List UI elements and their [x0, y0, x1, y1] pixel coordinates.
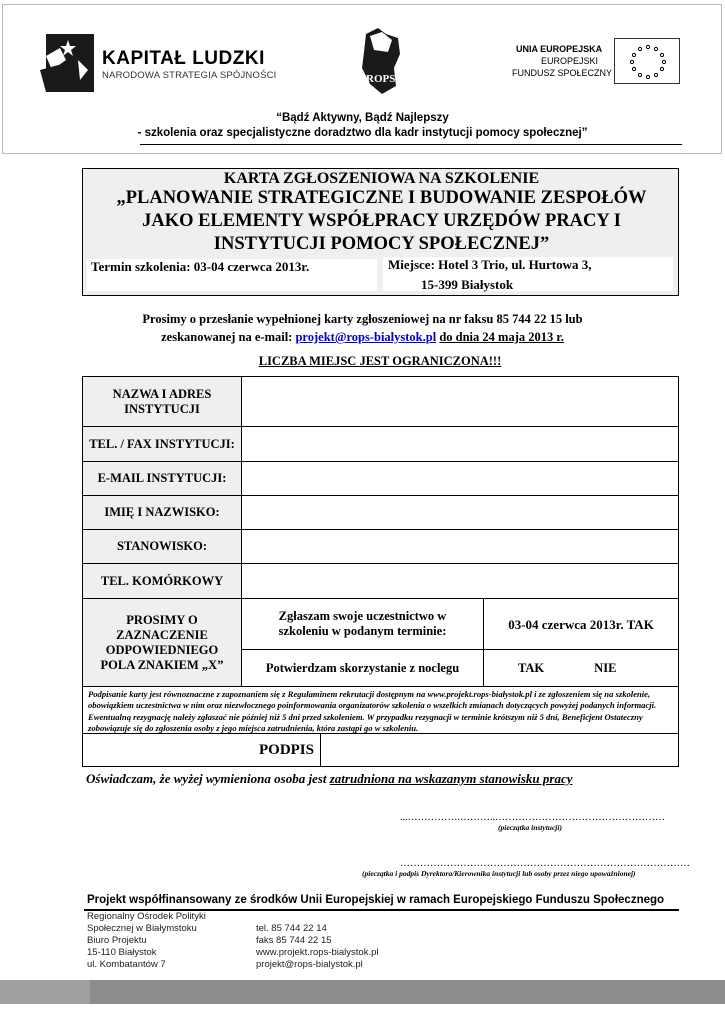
footer-phone: tel. 85 744 22 14 [256, 923, 327, 934]
institution-phone-field[interactable] [241, 426, 679, 462]
info-line-2: zeskanowanej na e-mail: projekt@rops-bialystok.pl do dnia 24 maja 2013 r. [161, 330, 564, 344]
training-title-2: JAKO ELEMENTY WSPÓŁPRACY URZĘDÓW PRACY I [142, 211, 621, 231]
accommodation-no-checkbox[interactable]: NIE [594, 660, 617, 675]
accommodation-yes-checkbox[interactable]: TAK [518, 660, 545, 675]
ue-label-3: FUNDUSZ SPOŁECZNY [512, 68, 613, 78]
training-place-city: 15-399 Białystok [421, 277, 514, 292]
director-signature-line[interactable]: …………………………………………………………………………… [400, 858, 690, 869]
deadline: do dnia 24 maja 2013 r. [439, 330, 564, 344]
footer-address-2: Społecznej w Białymstoku [87, 923, 197, 934]
kapital-ludzki-title: KAPITAŁ LUDZKI [102, 48, 265, 69]
footer-email[interactable]: projekt@rops-bialystok.pl [256, 959, 363, 970]
footer-website[interactable]: www.projekt.rops-bialystok.pl [256, 947, 379, 958]
label-institution-phone: TEL. / FAX INSTYTUCJI: [82, 426, 242, 462]
label-mobile: TEL. KOMÓRKOWY [82, 563, 242, 599]
footer-fax: faks 85 744 22 15 [256, 935, 332, 946]
footer-address-3: Biuro Projektu [87, 935, 147, 946]
footer-bar [0, 980, 725, 1004]
form-title: KARTA ZGŁOSZENIOWA NA SZKOLENIE [223, 170, 540, 187]
label-mark-x: PROSIMY O ZAZNACZENIE ODPOWIEDNIEGO POLA ZNAKIEM „X” [82, 598, 242, 687]
label-signature: PODPIS [82, 733, 321, 767]
rops-logo-text: ROPS [366, 73, 396, 85]
institution-stamp-caption: (pieczątka instytucji) [498, 823, 562, 832]
footer-title: Projekt współfinansowany ze środków Unii Europejskiej w ramach Europejskiego Funduszu Społecznego [87, 894, 665, 906]
employment-statement: Oświadczam, że wyżej wymieniona osoba jest zatrudniona na wskazanym stanowisku pracy [86, 771, 573, 786]
position-field[interactable] [241, 529, 679, 564]
info-line-1: Prosimy o przesłanie wypełnionej karty zgłoszeniowej na nr faksu 85 744 22 15 lub [142, 312, 583, 326]
registration-form [82, 376, 679, 767]
institution-name-field[interactable] [241, 376, 679, 427]
rops-logo [352, 24, 408, 98]
label-institution-email: E-MAIL INSTYTUCJI: [82, 461, 242, 496]
label-accommodation: Potwierdzam skorzystanie z noclegu [241, 649, 484, 687]
footer-bar-accent [0, 980, 90, 1004]
participation-yes-checkbox[interactable]: 03-04 czerwca 2013r. TAK [483, 598, 679, 650]
ue-label-1: UNIA EUROPEJSKA [516, 44, 603, 54]
title-box [82, 168, 679, 296]
footer-address-5: ul. Kombatantów 7 [87, 959, 166, 970]
footer-address-4: 15-110 Białystok [87, 947, 157, 958]
slogan-line-1: “Bądź Aktywny, Bądź Najlepszy [276, 112, 449, 124]
training-place: Miejsce: Hotel 3 Trio, ul. Hurtowa 3, [388, 257, 592, 272]
eu-flag-icon [614, 38, 680, 84]
institution-email-field[interactable] [241, 461, 679, 496]
institution-stamp-line[interactable]: ...…………….………..…………………………………………… [400, 812, 665, 823]
mobile-field[interactable] [241, 563, 679, 599]
training-title-1: „PLANOWANIE STRATEGICZNE I BUDOWANIE ZESPOŁÓW [116, 188, 647, 208]
ue-label-2: EUROPEJSKI [541, 56, 599, 66]
full-name-field[interactable] [241, 495, 679, 530]
accommodation-options [483, 649, 679, 687]
limited-seats-notice: LICZBA MIEJSC JEST OGRANICZONA!!! [258, 354, 502, 368]
signature-field[interactable] [320, 733, 679, 767]
director-signature-caption: (pieczątka i podpis Dyrektora/Kierownika instytucji lub osoby przez niego upoważnionej) [362, 869, 636, 878]
label-institution-name: NAZWA I ADRES INSTYTUCJI [82, 376, 242, 427]
footer-address-1: Regionalny Ośrodek Polityki [87, 911, 206, 922]
label-full-name: IMIĘ I NAZWISKO: [82, 495, 242, 530]
kapital-ludzki-subtitle: NARODOWA STRATEGIA SPÓJNOŚCI [102, 70, 277, 81]
label-participation: Zgłaszam swoje uczestnictwo w szkoleniu w podanym terminie: [241, 598, 484, 650]
slogan-line-2: - szkolenia oraz specjalistyczne doradztwo dla kadr instytucji pomocy społecznej” [137, 127, 588, 139]
header-divider [140, 144, 682, 145]
kapital-ludzki-logo [40, 30, 96, 94]
training-title-3: INSTYTUCJI POMOCY SPOŁECZNEJ” [213, 234, 550, 254]
disclaimer-text: Podpisanie karty jest równoznaczne z zapoznaniem się z Regulaminem rekrutacji dostępnym na www.projekt.rops-białystok.pl i ze zgłoszeniem się na szkolenie, obowiązkiem uczestnictwa w nim oraz niezwłocznego poinformowania organizatorów szkolenia o wszelkich zmianach dotyczących powyżej podanych informacji. Ewentualną rezygnację należy zgłaszać nie później niż 5 dni przed szkoleniem. W przypadku rezygnacji w terminie krótszym niż 5 dni, Beneficjent Ostateczny zobowiązuje się do zgłoszenia osoby z jego miejsca zatrudnienia, która zastąpi go w szkoleniu. [82, 686, 679, 734]
training-date: Termin szkolenia: 03-04 czerwca 2013r. [91, 259, 310, 274]
label-position: STANOWISKO: [82, 529, 242, 564]
email-link[interactable]: projekt@rops-bialystok.pl [295, 330, 437, 344]
